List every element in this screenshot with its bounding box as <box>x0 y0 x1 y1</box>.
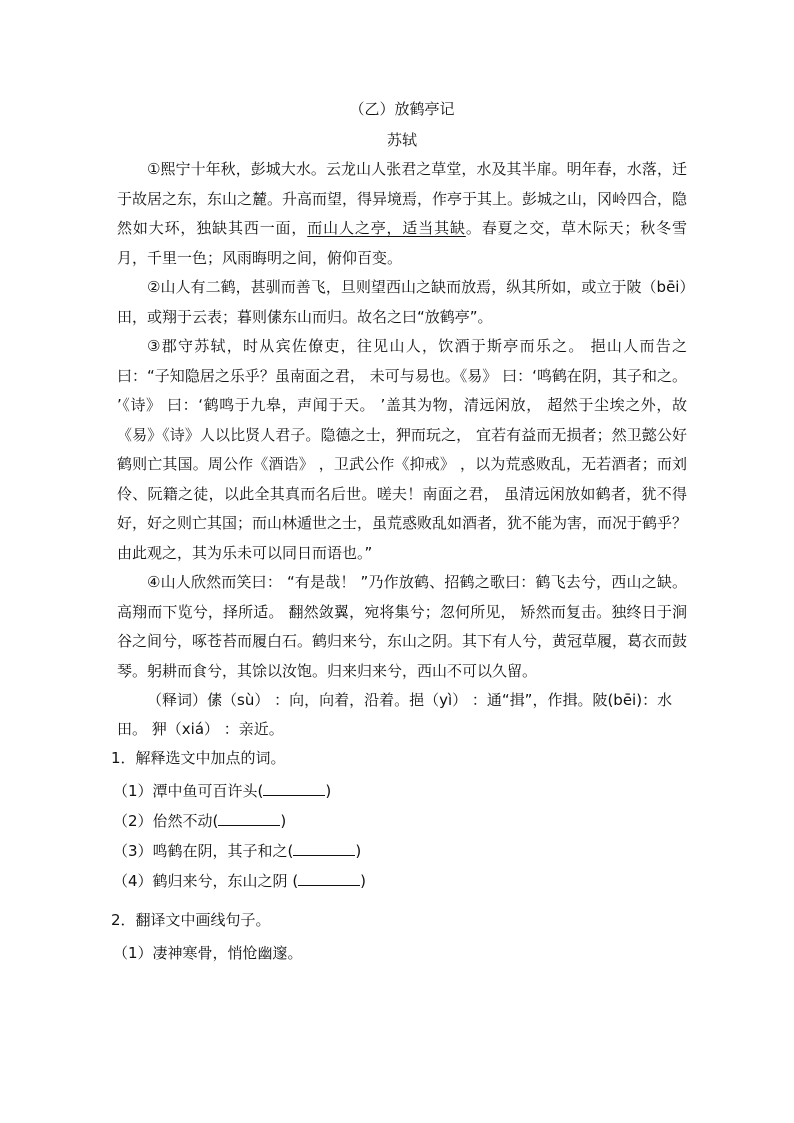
document-page <box>111 98 688 968</box>
paragraph-1 <box>117 155 687 273</box>
item-prompt: （3）鸣鹤在阴，其子和之( <box>113 842 294 860</box>
paragraph-1-text-a: ①熙宁十年秋，彭城大水。云龙山人张君之草堂，水及其半扉。明年春，水落，迁于故居之东，东山之麓。升高而望，得异境焉，作亭于其上。彭城之山，冈岭四合，隐然如大环，独缺其西一面， <box>117 160 688 237</box>
underlined-sentence: 而山人之亭，适当其缺 <box>307 219 466 237</box>
passage-author: 苏轼 <box>386 131 417 149</box>
paragraph-2: ②山人有二鹤，甚驯而善飞，旦则望西山之缺而放焉，纵其所如，或立于陂（bēi）田，或翔于云表；暮则傃东山而归。故名之曰“放鹤亭”。 <box>117 278 687 326</box>
question-1-item-3 <box>113 836 687 866</box>
answer-blank-1[interactable] <box>263 781 325 796</box>
question-1-title: 1．解释选文中加点的词。 <box>111 749 286 767</box>
item-close: ) <box>360 872 367 890</box>
item-close: ) <box>355 842 362 860</box>
answer-blank-4[interactable] <box>298 871 360 886</box>
paragraph-1-text-b: 。春夏之交，草木际天；秋冬雪月，千里一色；风雨晦明之间，俯仰百变。 <box>117 219 687 267</box>
item-prompt: （4）鹤归来兮，东山之阴 ( <box>113 872 299 890</box>
question-2-item-1: （1）凄神寒骨，悄怆幽邃。 <box>113 944 303 962</box>
paragraph-3: ③郡守苏轼，时从宾佐僚吏，往见山人，饮酒于斯亭而乐之。 挹山人而告之曰：“子知隐居之乐乎？虽南面之君， 未可与易也。《易》 曰：‘鸣鹤在阴，其子和之。 ’《诗》 曰：‘鹤鸣于九皋，声闻于天。 ’盖其为物，清远闲放， 超然于尘埃之外，故《易》《诗》人以比贤人君子。隐德之士，狎而玩之， 宜若有益而无损者；然卫懿公好鹤则亡其国。周公作《酒诰》 ，卫武公作《抑戒》 ，以为荒惑败乱，无若酒者；而刘伶、阮籍之徒，以此全其真而名后世。嗟夫！南面之君， 虽清远闲放如鹤者，犹不得好，好之则亡其国；而山林遁世之士，虽荒惑败乱如酒者，犹不能为害，而况于鹤乎？由此观之，其为乐未可以同日而语也。” <box>117 337 688 562</box>
question-1-item-1 <box>113 776 687 806</box>
answer-blank-2[interactable] <box>218 811 280 826</box>
item-close: ) <box>325 782 332 800</box>
answer-blank-3[interactable] <box>293 841 355 856</box>
paragraph-4: ④山人欣然而笑曰： “有是哉！ ”乃作放鹤、招鹤之歌曰：鹤飞去兮，西山之缺。高翔而下览兮，择所适。 翻然敛翼，宛将集兮；忽何所见， 矫然而复击。独终日于涧谷之间兮，啄苍苔而履白石。鹤归来兮，东山之阴。其下有人兮，黄冠草履，葛衣而鼓琴。躬耕而食兮，其馀以汝饱。归来归来兮，西山不可以久留。 <box>117 573 688 680</box>
item-prompt: （2）佁然不动( <box>113 812 219 830</box>
question-1-item-2 <box>113 806 687 836</box>
passage-title: （乙）放鹤亭记 <box>349 100 455 118</box>
spacer <box>117 896 687 906</box>
item-close: ) <box>280 812 287 830</box>
glossary-note: （释词）傃（sù） ：向，向着，沿着。挹（yì） ：通“揖”，作揖。陂(bēi)：水田。 狎（xiá） ：亲近。 <box>117 691 673 738</box>
item-prompt: （1）潭中鱼可百许头( <box>113 782 264 800</box>
question-2-title: 2．翻译文中画线句子。 <box>111 911 271 929</box>
question-1-item-4 <box>113 866 687 896</box>
